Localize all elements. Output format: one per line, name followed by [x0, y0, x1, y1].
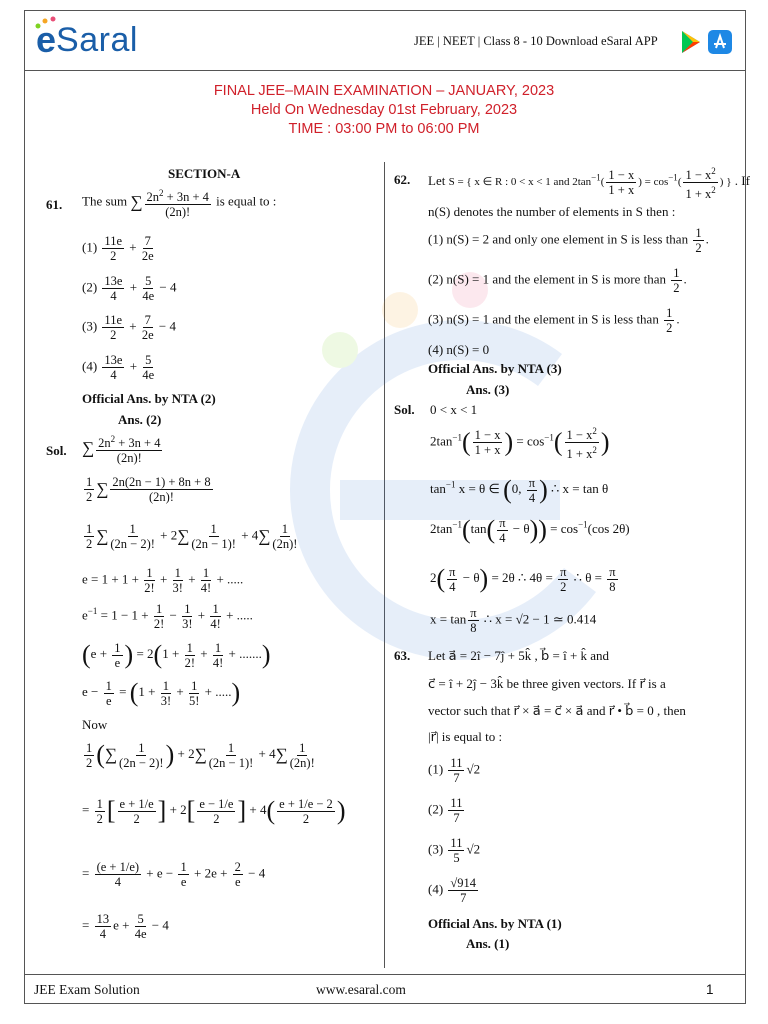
exam-date: Held On Wednesday 01st February, 2023	[250, 102, 518, 118]
logo-letter: e	[36, 19, 57, 60]
q61-sol-step-5: $e^{-1} = 1 - 1$ + $\frac{1}{2!}$ − $\frac{1}{3!}$ + $\frac{1}{4!}$ + .....	[82, 602, 253, 631]
q62-sol-step-2: $2\tan^{-1}$( $\frac{1 - x}{1 + x}$ ) = $\cos^{-1}$( $\frac{1 - x^2}{1 + x^2}$ )	[430, 426, 610, 462]
q61-sol-step-2: $\frac{1}{2}$ ∑ $\frac{2n(2n - 1) + 8n + 8}{(2n)!}$	[86, 475, 211, 504]
q63-option-1: (1) $\frac{11}{7}$ √2	[428, 756, 481, 785]
q62-option-2: (2) n(S) = 1 and the element in S is more than $\frac{1}{2}$ .	[428, 266, 687, 295]
q62-stem-post: . If	[734, 173, 750, 189]
q62-stem: Let S = { x ∈ R : 0 < x < 1 and $2\tan^{-1}$( $\frac{1 - x}{1 + x}$ ) = $\cos^{-1}$( $\frac{1 - x^2}{1 + x^2}$ ) } . If	[428, 166, 750, 202]
q61-stem-pre: The sum	[82, 193, 128, 209]
header-divider	[24, 70, 746, 71]
question-number: 63.	[394, 648, 411, 663]
q62-stem-pre: Let	[428, 173, 446, 189]
page-number: 1	[706, 982, 714, 997]
q62-sol-step-1: 0 < x < 1	[430, 402, 478, 417]
q62-solution-label: Sol.	[394, 402, 415, 417]
question-number: 61.	[46, 197, 63, 212]
q61-sol-step-7: e − $\frac{1}{e}$ = (1 + $\frac{1}{3!}$ + $\frac{1}{5!}$ + .....)	[82, 678, 241, 708]
q61-sol-step-10: = $\frac{(e + 1/e)}{4}$ + e − $\frac{1}{e}$ + 2e + $\frac{2}{e}$ − 4	[82, 860, 266, 889]
q61-sol-step-9: = $\frac{1}{2}$ [ $\frac{e + 1/e}{2}$ ] + 2[ $\frac{e - 1/e}{2}$ ] + 4( $\frac{e + 1/e - 2}{2}$ )	[82, 796, 346, 826]
q61-sol-step-3: $\frac{1}{2}$ ∑ $\frac{1}{(2n - 2)!}$ + 2∑ $\frac{1}{(2n - 1)!}$ + 4∑ $\frac{1}{(2n)!}$	[86, 522, 298, 551]
q62-sol-step-4: $2\tan^{-1}(\tan$( $\frac{\pi}{4}$ − $\theta)) = \cos^{-1}(\cos$ 2θ)	[430, 515, 630, 545]
exam-title-block	[0, 82, 768, 139]
q63-option-2: (2) $\frac{11}{7}$	[428, 796, 463, 825]
app-store-icon[interactable]	[708, 30, 732, 54]
question-number: 62.	[394, 172, 411, 187]
q61-sol-step-4: e = 1 + 1 + $\frac{1}{2!}$ + $\frac{1}{3!}$ + $\frac{1}{4!}$ + .....	[82, 566, 244, 595]
q62-option-1: (1) n(S) = 2 and only one element in S is less than $\frac{1}{2}$ .	[428, 226, 709, 255]
q63-official-answer: Official Ans. by NTA (1)	[428, 916, 562, 931]
logo-text: Saral	[56, 20, 138, 59]
section-heading: SECTION-A	[168, 166, 241, 181]
q61-option-3: (3) $\frac{11e}{2}$ + $\frac{7}{2e}$ − 4	[82, 313, 177, 342]
exam-time: TIME : 03:00 PM to 06:00 PM	[288, 121, 480, 137]
q63-line2: c⃗ = î + 2ĵ − 3k̂ be three given vectors. If r⃗ is a	[428, 676, 666, 691]
q61-solution-label: Sol.	[46, 443, 67, 458]
q61-sol-step-1: ∑ $\frac{2n^2 + 3n + 4}{(2n)!}$	[82, 434, 161, 466]
q62-line2: n(S) denotes the number of elements in S then :	[428, 204, 676, 219]
footer-label: JEE Exam Solution	[34, 982, 140, 997]
q61-stem: The sum ∑ $\frac{2n^2 + 3n + 4}{(2n)!}$ is equal to :	[82, 188, 277, 220]
q63-option-4: (4) $\frac{√914}{7}$	[428, 876, 477, 905]
footer-website-link[interactable]: www.esaral.com	[316, 982, 406, 997]
footer-divider	[24, 974, 746, 975]
q63-option-3: (3) $\frac{11}{5}$ √2	[428, 836, 481, 865]
q61-official-answer: Official Ans. by NTA (2)	[82, 391, 216, 406]
q62-answer: Ans. (3)	[466, 382, 510, 397]
q62-sol-step-5: 2( $\frac{\pi}{4}$ − θ) = 2θ ∴ 4θ = $\frac{\pi}{2}$ ∴ θ = $\frac{\pi}{8}$	[430, 564, 616, 594]
q61-sol-step-8: $\frac{1}{2}$ (∑ $\frac{1}{(2n - 2)!}$ ) + 2∑ $\frac{1}{(2n - 1)!}$ + 4∑ $\frac{1}{(2n)!}$	[86, 740, 315, 770]
q62-option-3: (3) n(S) = 1 and the element in S is less than $\frac{1}{2}$ .	[428, 306, 680, 335]
q61-option-1: (1) $\frac{11e}{2}$ + $\frac{7}{2e}$	[82, 234, 154, 263]
q61-option-4: (4) $\frac{13e}{4}$ + $\frac{5}{4e}$	[82, 353, 155, 382]
store-icons	[680, 30, 732, 54]
q63-line3: vector such that r⃗ × a⃗ = c⃗ × a⃗ and r⃗ • b⃗ = 0 , then	[428, 703, 686, 718]
q61-option-2: (2) $\frac{13e}{4}$ + $\frac{5}{4e}$ − 4	[82, 274, 177, 303]
exam-title: FINAL JEE–MAIN EXAMINATION – JANUARY, 2023	[213, 83, 555, 99]
header-info: JEE | NEET | Class 8 - 10 Download eSaral APP	[414, 34, 658, 48]
q63-answer: Ans. (1)	[466, 936, 510, 951]
q61-sol-step-6: (e + $\frac{1}{e}$ ) = 2(1 + $\frac{1}{2!}$ + $\frac{1}{4!}$ + .......)	[82, 640, 271, 670]
q62-option-4: (4) n(S) = 0	[428, 342, 490, 357]
q61-stem-post: is equal to :	[216, 193, 277, 209]
q62-sol-step-3: $\tan^{-1} x = \theta$ ∈ (0, $\frac{\pi}{4}$ ) ∴ x = tan θ	[430, 475, 609, 505]
q63-line4: |r⃗| is equal to :	[428, 729, 503, 744]
q61-answer: Ans. (2)	[118, 412, 162, 427]
q62-sol-step-6: x = tan $\frac{\pi}{8}$ ∴ x = √2 − 1 ≃ 0.414	[430, 606, 597, 635]
q63-line1: Let a⃗ = 2î − 7ĵ + 5k̂ , b⃗ = î + k̂ and	[428, 648, 610, 663]
q61-now: Now	[82, 717, 108, 732]
google-play-icon[interactable]	[680, 30, 702, 54]
q61-sol-step-11: = $\frac{13}{4}$ e + $\frac{5}{4e}$ − 4	[82, 912, 169, 941]
esaral-logo[interactable]	[36, 20, 138, 60]
q62-official-answer: Official Ans. by NTA (3)	[428, 361, 562, 376]
